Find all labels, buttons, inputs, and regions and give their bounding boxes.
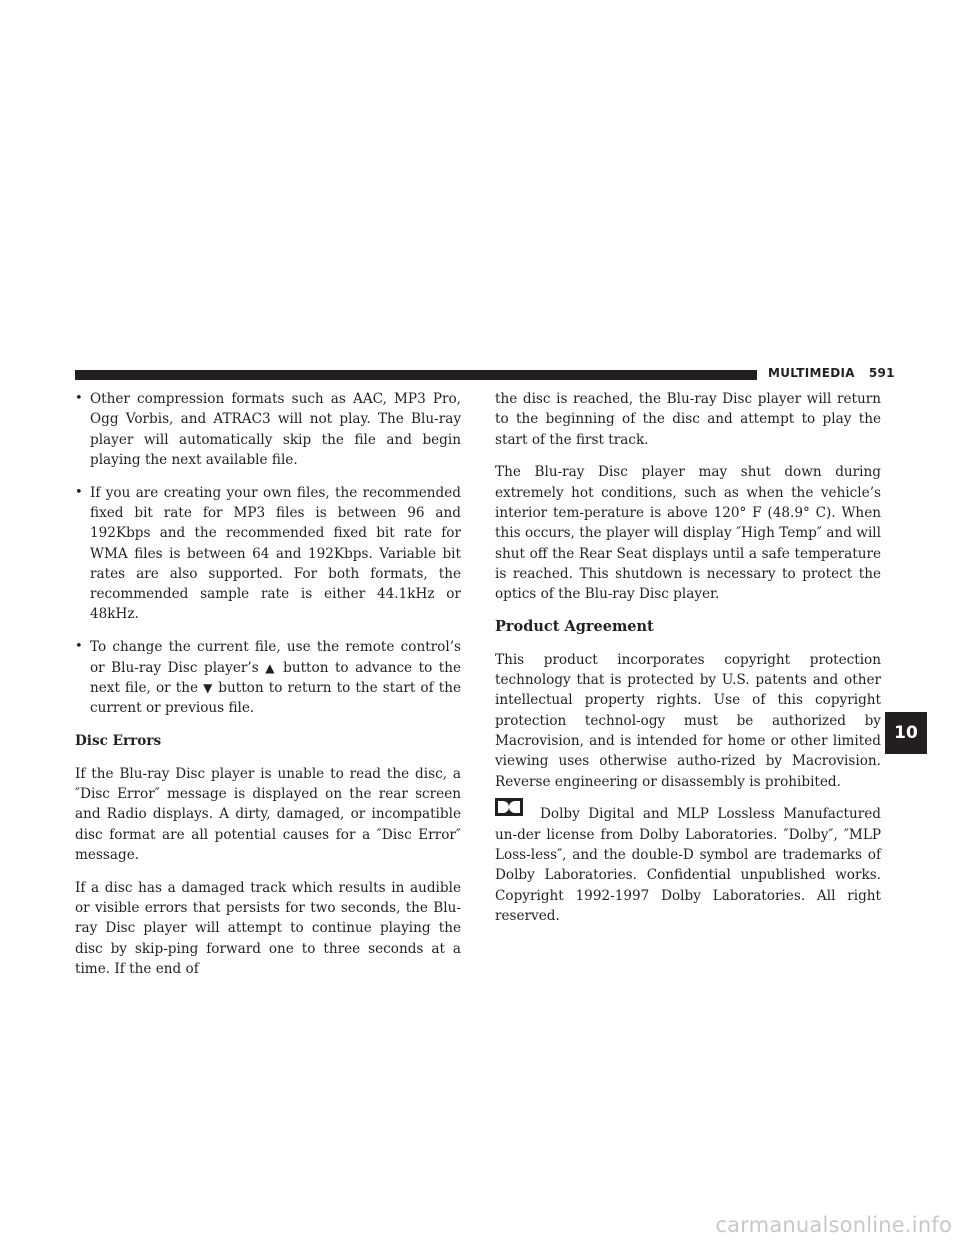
bullet-text: button to return to the start of the current or previous file. [90,679,461,717]
right-column [495,389,881,939]
page-number: 591 [868,366,895,380]
dolby-text: Dolby Digital and MLP Lossless Manufactured un-der license from Dolby Laboratories. ″Dolby″, ″MLP Loss-less″, and the double-D symbol are trademarks of Dolby Laboratories. Confidential unpublished works. Copyright 1992-1997 Dolby Laboratories. All right reserved. [495,806,881,924]
bullet-mark: • [75,639,83,655]
section-title: MULTIMEDIA [768,366,855,380]
up-arrow-icon: ▲ [265,660,277,675]
bullet-item-bit-rates [75,483,461,625]
left-column [75,389,461,992]
chapter-tab: 10 [885,712,927,754]
header-rule [75,370,757,380]
disc-errors-heading: Disc Errors [75,732,162,749]
high-temp-paragraph: The Blu-ray Disc player may shut down during extremely hot conditions, such as when the vehicle’s interior tem-perature is above 120° F (48.9° C). When this occurs, the player will display ″High Temp″ and will shut off the Rear Seat displays until a safe temperature is reached. This shutdown is necessary to protect the optics of the Blu-ray Disc player. [495,464,881,603]
product-agreement-heading: Product Agreement [495,617,654,635]
copyright-protection-paragraph: This product incorporates copyright protection technology that is protected by U.S. patents and other intellectual property rights. Use of this copyright protection technol-ogy must be authorized by Macrovision, and is intended for home or other limited viewing uses otherwise autho-rized by Macrovision. Reverse engineering or disassembly is prohibited. [495,651,881,790]
dolby-paragraph [495,804,881,926]
bullet-text: If you are creating your own files, the recommended fixed bit rate for MP3 files is between 96 and 192Kbps and the recommended fixed bit rate for WMA files is between 64 and 192Kbps. Variable bit rates are also supported. For both formats, the recommended sample rate is either 44.1kHz or 48kHz. [90,484,461,623]
down-arrow-icon: ▼ [203,680,214,695]
bullet-mark: • [75,391,83,406]
bullet-text: button to advance to the next file, or the [90,659,462,696]
bullet-mark: • [75,484,83,500]
bullet-text: To change the current file, use the remote control’s or Blu-ray Disc player’s [90,639,461,676]
bullet-item-compression-formats [75,389,461,470]
dolby-double-d-icon [495,798,523,816]
running-header [768,366,895,380]
bullet-item-change-file [75,637,461,718]
damaged-track-paragraph: If a disc has a damaged track which results in audible or visible errors that persists for two seconds, the Blu-ray Disc player will attempt to continue playing the disc by skip-ping forward one to three seconds at a time. If the end of [75,879,461,977]
disc-errors-paragraph: If the Blu-ray Disc player is unable to read the disc, a ″Disc Error″ message is displayed on the rear screen and Radio displays. A dirty, damaged, or incompatible disc format are all potential causes for a ″Disc Error″ message. [75,765,461,863]
bullet-text: Other compression formats such as AAC, MP3 Pro, Ogg Vorbis, and ATRAC3 will not play. The Blu-ray player will automatically skip the file and begin playing the next available file. [90,391,461,468]
end-of-disc-paragraph: the disc is reached, the Blu-ray Disc player will return to the beginning of the disc and attempt to play the start of the first track. [495,391,881,448]
watermark: carmanualsonline.info [715,1213,952,1237]
